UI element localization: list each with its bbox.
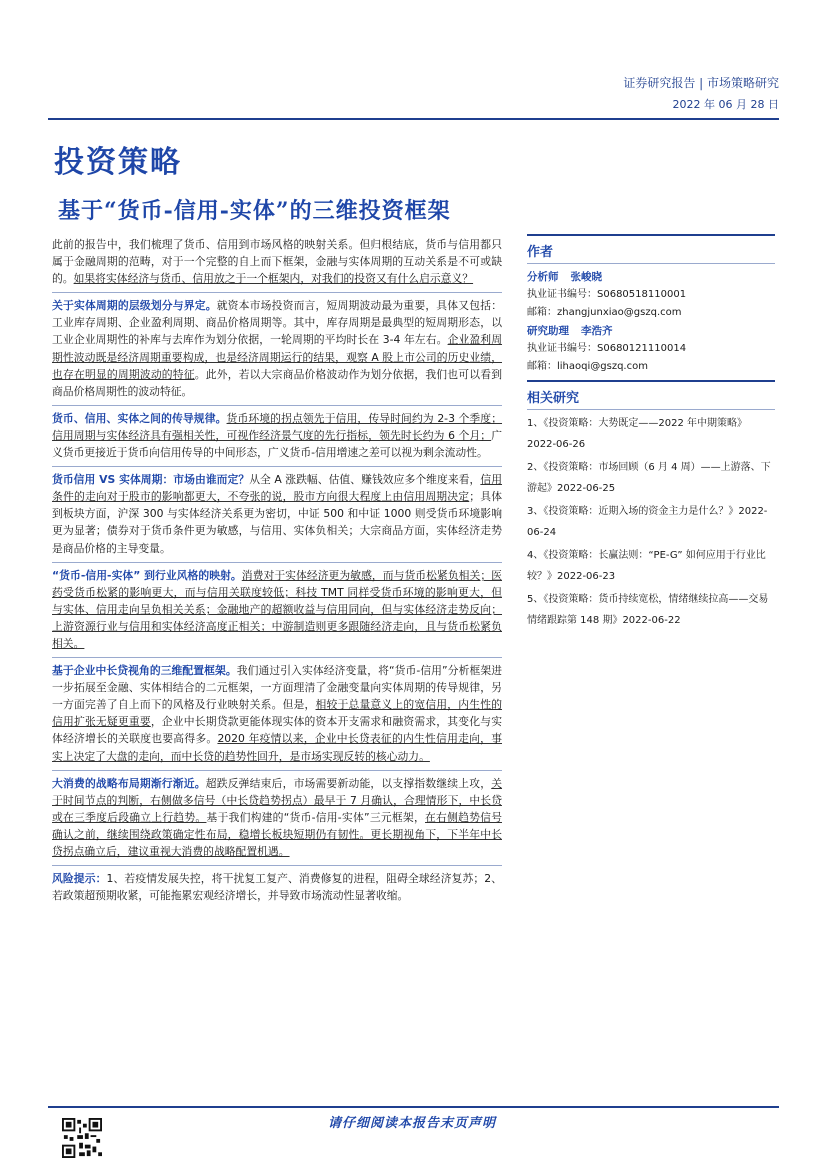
section-lead: 关于实体周期的层级划分与界定。 <box>52 299 217 313</box>
body-text: 。此外，若以大宗商品价格波动作为划分依据，我们也可以看到商品价格周期性的波动特征。 <box>52 367 503 398</box>
report-category: 证券研究报告 | 市场策略研究 <box>623 76 779 90</box>
qr-code-icon <box>62 1118 102 1158</box>
report-title: 基于“货币-信用-实体”的三维投资框架 <box>58 198 451 224</box>
section-lead: “货币-信用-实体” 到行业风格的映射。 <box>52 568 242 582</box>
section-lead: 货币信用 VS 实体周期：市场由谁而定？ <box>52 473 250 487</box>
assistant-cert: 执业证书编号：S0680121110014 <box>527 343 687 354</box>
analyst-cert: 执业证书编号：S0680518110001 <box>527 289 687 300</box>
assistant-email[interactable]: 邮箱：lihaoqi@gszq.com <box>527 361 648 372</box>
section-paragraph <box>52 657 502 765</box>
header-rule <box>48 118 779 120</box>
analyst-name: 张峻晓 <box>570 271 602 283</box>
doc-type-heading: 投资策略 <box>54 145 182 180</box>
related-report-link[interactable]: 2、《投资策略：市场回顾（6 月 4 周）——上游落、下游起》2022-06-25 <box>527 462 771 494</box>
assistant-role: 研究助理 <box>527 325 569 337</box>
related-list <box>527 414 775 631</box>
assistant-name: 李浩齐 <box>581 325 613 337</box>
analyst-email[interactable]: 邮箱：zhangjunxiao@gszq.com <box>527 307 682 318</box>
footer-rule <box>48 1106 779 1108</box>
section-paragraph <box>52 292 502 400</box>
highlighted-text: 在右侧趋势信号确认之前，继续围绕政策确定性布局，稳增长板块短期仍有韧性。更长期视角下，下半年中长贷拐点确立后，建议重视大消费的战略配置机遇。 <box>52 810 502 858</box>
section-lead: 大消费的战略布局期渐行渐近。 <box>52 776 206 790</box>
section-paragraph <box>52 405 502 461</box>
sidebar <box>527 234 775 634</box>
body-text: 基于我们构建的“货币-信用-实体”三元框架， <box>206 810 425 824</box>
highlighted-text: 消费对于实体经济更为敏感，而与货币松紧负相关；医药受货币松紧的影响更大，而与信用关联度较低；科技 TMT 同样受货币环境的影响更大，但与实体、信用走向呈负相关关系；金融地产的超额收益与信用同向，但与实体经济走势反向；上游资源行业与信用和实体经济高度正相关；中游制造则更多跟随经济走向，且与货币松紧负相关。 <box>52 568 502 650</box>
disclaimer-notice: 请仔细阅读本报告末页声明 <box>328 1116 497 1131</box>
section-paragraph <box>52 466 502 556</box>
highlighted-text: 关于时间节点的判断，右侧做多信号（中长贷趋势拐点）最早于 7 月确认，合理情形下，中长贷或在三季度后段确立上行趋势。 <box>52 776 503 824</box>
related-report-link[interactable]: 1、《投资策略：大势既定——2022 年中期策略》2022-06-26 <box>527 418 747 450</box>
body-text: ；具体到板块方面，沪深 300 与实体经济关系更为密切，中证 500 和中证 1000 则受货币环境影响更为显著；债券对于货币条件更为敏感，与信用、实体负相关；大宗商品方面，实体经济走势是商品价格的主导变量。 <box>52 490 503 555</box>
analyst-line <box>527 268 775 286</box>
sidebar-rule <box>527 234 775 236</box>
highlighted-text: 如果将实体经济与货币、信用放之于一个框架内，对我们的投资又有什么启示意义？ <box>73 272 474 286</box>
highlighted-text: 货币环境的拐点领先于信用，传导时间约为 2-3 个季度；信用周期与实体经济具有强相关性，可视作经济景气度的先行指标，领先时长约为 6 个月； <box>52 411 503 442</box>
analyst-role: 分析师 <box>527 271 559 283</box>
section-paragraph <box>52 562 502 652</box>
authors-heading: 作者 <box>527 241 775 264</box>
body-text: 超跌反弹结束后，市场需要新动能，以支撑指数继续上攻， <box>205 776 492 790</box>
body-text: 1、若疫情发展失控，将干扰复工复产、消费修复的进程，阻碍全球经济复苏；2、若政策超预期收紧，可能拖累宏观经济增长，并导致市场流动性显著收缩。 <box>52 872 502 903</box>
sidebar-rule-2 <box>527 380 775 382</box>
section-paragraph <box>52 770 502 860</box>
highlighted-text: 2020 年疫情以来，企业中长贷表征的内生性信用走向，事实上决定了大盘的走向，而中长贷的趋势性回升，是市场实现反转的核心动力。 <box>52 732 502 763</box>
main-body <box>52 234 502 909</box>
body-text: 从全 A 涨跌幅、估值、赚钱效应多个维度来看， <box>249 473 481 487</box>
related-report-link[interactable]: 5、《投资策略：货币持续宽松，情绪继续拉高——交易情绪跟踪第 148 期》2022-06-22 <box>527 594 769 626</box>
related-report-link[interactable]: 4、《投资策略：长赢法则：“PE-G” 如何应用于行业比较？》2022-06-23 <box>527 550 766 582</box>
section-lead: 基于企业中长贷视角的三维配置框架。 <box>52 664 237 678</box>
highlighted-text: 相较于总量意义上的宽信用，内生性的信用扩张无疑更重要 <box>52 698 503 729</box>
section-paragraph <box>52 865 502 904</box>
assistant-line <box>527 322 775 340</box>
body-text: 我们通过引入实体经济变量，将“货币-信用”分析框架进一步拓展至金融、实体相结合的二元框架，一方面理清了金融变量向实体周期的传导规律，另一方面完善了自上而下的风格及行业映射关系。但是， <box>52 664 502 712</box>
body-text: 此前的报告中，我们梳理了货币、信用到市场风格的映射关系。但归根结底，货币与信用都只属于金融周期的范畴，对于一个完整的自上而下框架，金融与实体周期的互动关系是不可或缺的。 <box>52 238 502 286</box>
report-date: 2022 年 06 月 28 日 <box>672 98 779 111</box>
highlighted-text: 信用条件的走向对于股市的影响都更大，不夸张的说，股市方向很大程度上由信用周期决定 <box>52 473 503 504</box>
section-lead: 货币、信用、实体之间的传导规律。 <box>52 411 227 425</box>
highlighted-text: 企业盈利周期性波动既是经济周期重要构成，也是经济周期运行的结果，观察 A 股上市公司的历史业绩，也存在明显的周期波动的特征 <box>52 333 503 381</box>
section-lead: 风险提示： <box>52 872 107 886</box>
section-paragraph <box>52 234 502 287</box>
body-text: 广义货币更接近于货币向信用传导的中间形态，广义货币-信用增速之差可以视为剩余流动性。 <box>52 428 502 460</box>
body-text: ，企业中长期贷款更能体现实体的资本开支需求和融资需求，其变化与实体经济增长的关联度也要高得多。 <box>52 715 503 746</box>
related-report-link[interactable]: 3、《投资策略：近期入场的资金主力是什么？》2022-06-24 <box>527 506 768 538</box>
related-heading: 相关研究 <box>527 387 775 410</box>
body-text: 就资本市场投资而言，短周期波动最为重要，具体又包括：工业库存周期、企业盈利周期、商品价格周期等。其中，库存周期是最典型的短周期形态，以工业企业周期性的补库与去库作为划分依据，一轮周期的平均时长在 3-4 年左右。 <box>52 299 502 347</box>
